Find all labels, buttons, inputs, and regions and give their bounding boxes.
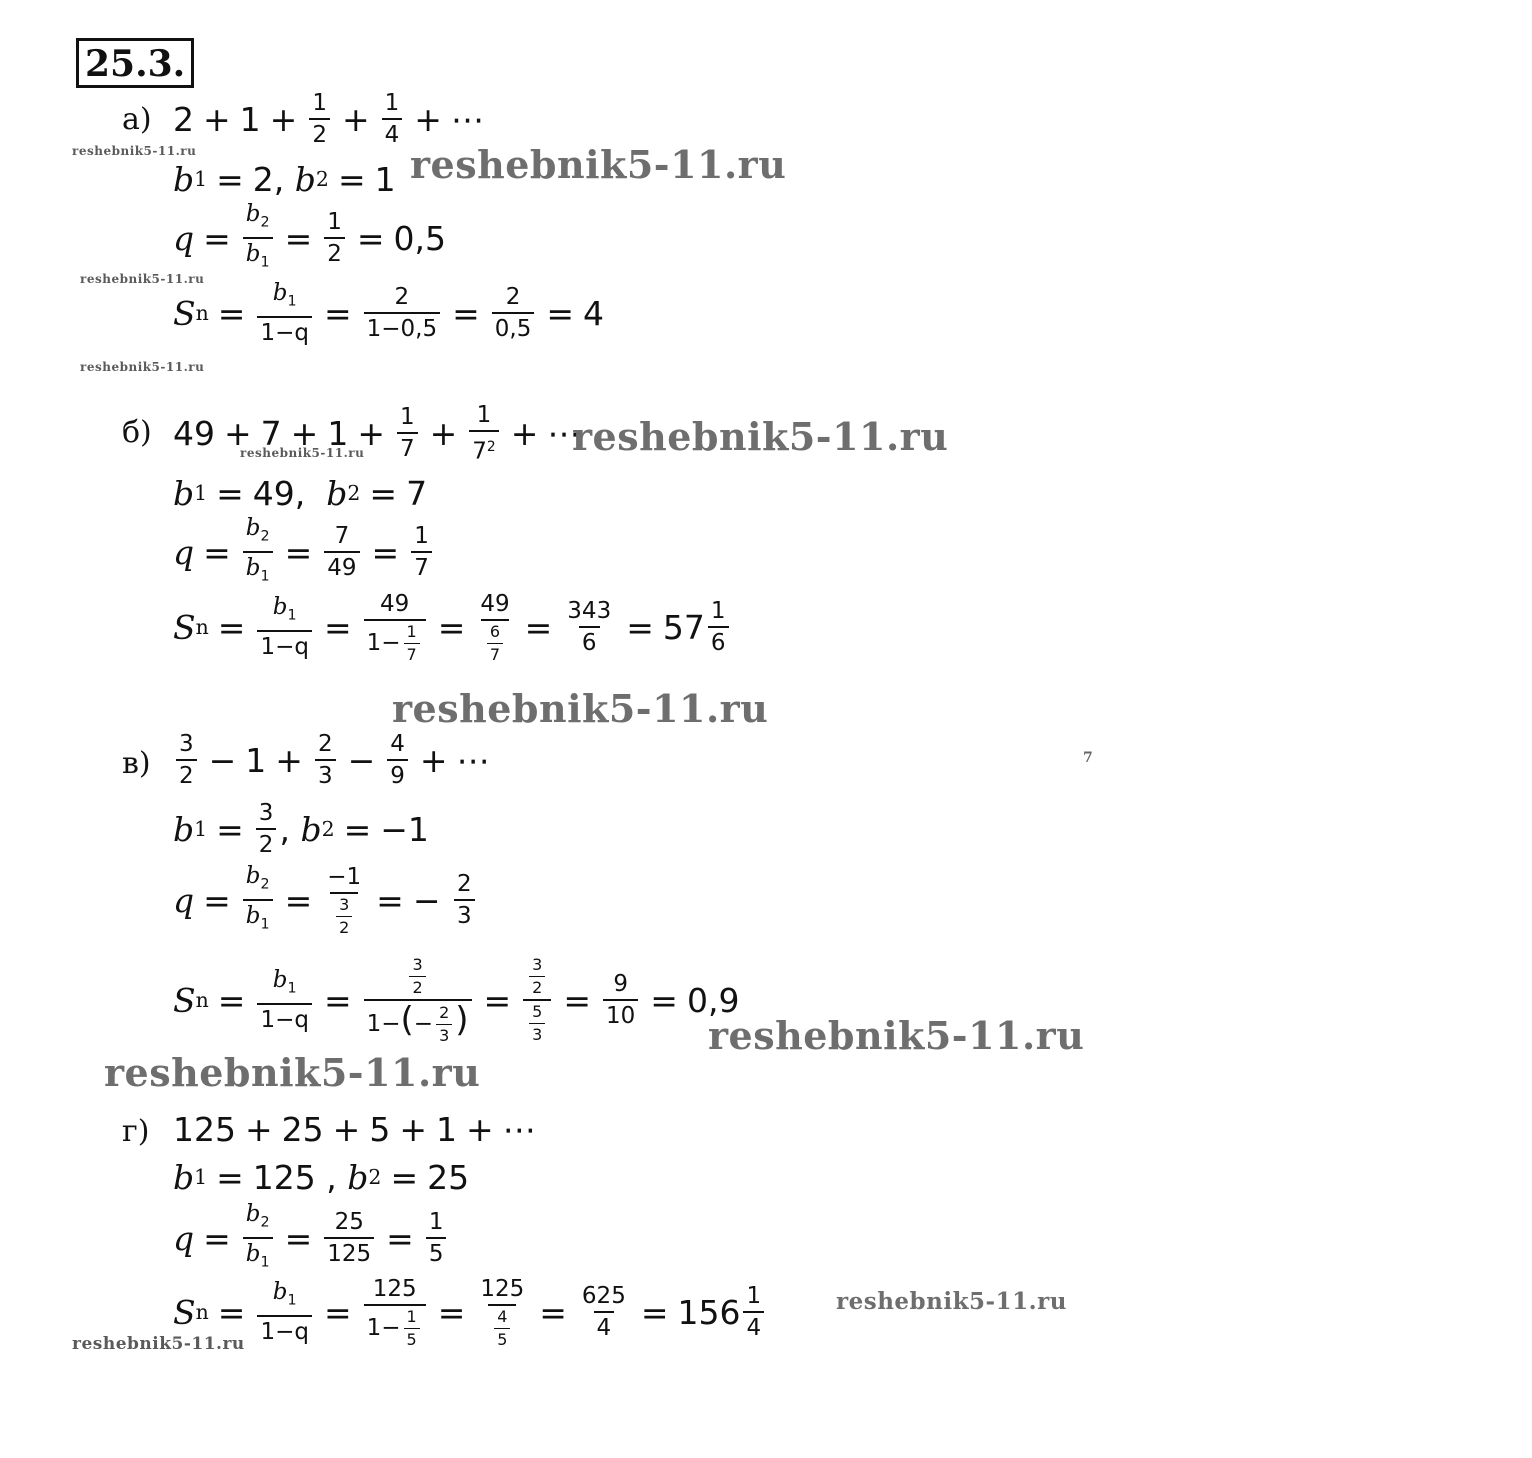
- fraction: $\frac{3}{2}$: [176, 731, 197, 789]
- fraction: $\frac{1}{7^2}$: [469, 402, 498, 465]
- stray-mark: 7: [1083, 750, 1094, 766]
- fraction: $\frac{2}{0,5}$: [492, 284, 535, 342]
- part-c-ratio: q = $\frac{b_2}{b_1}$ = $\frac{-1}{\frac{3}{2}}$ = − $\frac{2}{3}$: [173, 868, 478, 932]
- fraction: $\frac{2}{1-0,5}$: [364, 284, 440, 342]
- watermark: reshebnik5-11.ru: [708, 1013, 1085, 1058]
- part-b-label: б): [122, 415, 152, 450]
- fraction: $\frac{1}{4}$: [382, 90, 403, 148]
- part-d-b-values: b 1 = 125 , b 2 = 25: [173, 1157, 470, 1197]
- fraction: $\frac{b_1}{1-q}$: [257, 967, 312, 1033]
- watermark: reshebnik5-11.ru: [240, 446, 365, 460]
- part-a-label: а): [122, 102, 152, 137]
- fraction: $\frac{b_2}{b_1}$: [243, 1201, 273, 1276]
- watermark: reshebnik5-11.ru: [80, 360, 205, 374]
- fraction: $\frac{343}{6}$: [567, 598, 612, 656]
- part-d-ratio: q = $\frac{b_2}{b_1}$ = $\frac{25}{125}$ = $\frac{1}{5}$: [173, 1206, 449, 1270]
- fraction: $\frac{25}{125}$: [324, 1209, 374, 1267]
- part-c-sum: S n = $\frac{b_1}{1-q}$ = $\frac{3}{2}$ 1−(− $\frac{2}{3}$ ) = $\frac{\frac{3}{2}}{\frac{5}{3}}$ = $\frac{9}{10}$ = 0,9: [173, 954, 740, 1045]
- part-a-ratio: q = $\frac{b_2}{b_1}$ = $\frac{1}{2}$ = 0,5: [173, 206, 446, 270]
- watermark: reshebnik5-11.ru: [836, 1288, 1067, 1315]
- fraction: $\frac{2}{3}$: [315, 731, 336, 789]
- fraction: 49 1− $\frac{1}{7}$: [364, 591, 426, 664]
- part-a-sum: S n = $\frac{b_1}{1-q}$ = $\frac{2}{1-0,5}$ = $\frac{2}{0,5}$ = 4: [173, 279, 604, 347]
- watermark: reshebnik5-11.ru: [72, 144, 197, 158]
- fraction: $\frac{3}{2}$: [256, 800, 277, 858]
- part-c-label: в): [122, 746, 151, 781]
- part-a-b-values: b 1 = 2 , b 2 = 1: [173, 159, 396, 199]
- fraction: $\frac{b_2}{b_1}$: [243, 863, 273, 938]
- watermark: reshebnik5-11.ru: [572, 414, 949, 459]
- fraction: $\frac{1}{7}$: [397, 404, 418, 462]
- part-d-label: г): [122, 1114, 150, 1149]
- fraction: $\frac{7}{49}$: [324, 523, 359, 581]
- watermark: reshebnik5-11.ru: [104, 1050, 481, 1095]
- part-a-series: 2 + 1 + $\frac{1}{2}$ + $\frac{1}{4}$ + ⋯: [173, 90, 484, 148]
- fraction: $\frac{2}{3}$: [454, 871, 475, 929]
- problem-number: 25.3.: [76, 38, 194, 88]
- watermark: reshebnik5-11.ru: [392, 686, 769, 731]
- fraction: $\frac{1}{6}$: [708, 598, 729, 656]
- fraction: $\frac{b_1}{1-q}$: [257, 594, 312, 660]
- watermark: reshebnik5-11.ru: [80, 272, 205, 286]
- part-b-b-values: b 1 = 49, b 2 = 7: [173, 473, 428, 513]
- fraction: $\frac{-1}{\frac{3}{2}}$: [327, 863, 362, 937]
- watermark: reshebnik5-11.ru: [410, 142, 787, 187]
- fraction: $\frac{\frac{3}{2}}{\frac{5}{3}}$: [523, 956, 551, 1044]
- part-c-series: $\frac{3}{2}$ − 1 + $\frac{2}{3}$ − $\frac{4}{9}$ + ⋯: [173, 728, 490, 792]
- fraction: $\frac{9}{10}$: [603, 971, 638, 1029]
- part-c-b-values: b 1 = $\frac{3}{2}$ , b 2 = −1: [173, 800, 429, 858]
- fraction: $\frac{125}{\frac{4}{5}}$: [480, 1275, 525, 1349]
- fraction: $\frac{1}{7}$: [411, 523, 432, 581]
- fraction: $\frac{4}{9}$: [387, 731, 408, 789]
- fraction: $\frac{3}{2}$ 1−(− $\frac{2}{3}$ ): [364, 956, 472, 1045]
- fraction: $\frac{b_2}{b_1}$: [243, 201, 273, 276]
- fraction: $\frac{1}{5}$: [426, 1209, 447, 1267]
- fraction: $\frac{b_2}{b_1}$: [243, 515, 273, 590]
- part-d-sum: S n = $\frac{b_1}{1-q}$ = 125 1− $\frac{1}{5}$ = $\frac{125}{\frac{4}{5}}$ = $\frac{625}{4}$ = 156 $\frac{1}{4}$: [173, 1280, 767, 1344]
- part-b-ratio: q = $\frac{b_2}{b_1}$ = $\frac{7}{49}$ = $\frac{1}{7}$: [173, 520, 435, 584]
- fraction: 125 1− $\frac{1}{5}$: [364, 1276, 426, 1349]
- fraction: $\frac{625}{4}$: [581, 1283, 626, 1341]
- part-b-series: 49 + 7 + 1 + $\frac{1}{7}$ + $\frac{1}{7^2}$ + ⋯: [173, 401, 581, 465]
- fraction: $\frac{1}{2}$: [309, 90, 330, 148]
- fraction: $\frac{b_1}{1-q}$: [257, 280, 312, 346]
- fraction: $\frac{1}{2}$: [324, 209, 345, 267]
- fraction: $\frac{b_1}{1-q}$: [257, 1279, 312, 1345]
- fraction: $\frac{1}{4}$: [743, 1283, 764, 1341]
- part-d-series: 125 + 25 + 5 + 1 + ⋯: [173, 1109, 536, 1149]
- fraction: $\frac{49}{\frac{6}{7}}$: [480, 590, 510, 664]
- watermark: reshebnik5-11.ru: [72, 1334, 245, 1354]
- part-b-sum: S n = $\frac{b_1}{1-q}$ = 49 1− $\frac{1}{7}$ = $\frac{49}{\frac{6}{7}}$ = $\frac{343}{6}$ = 57 $\frac{1}{6}$: [173, 595, 732, 659]
